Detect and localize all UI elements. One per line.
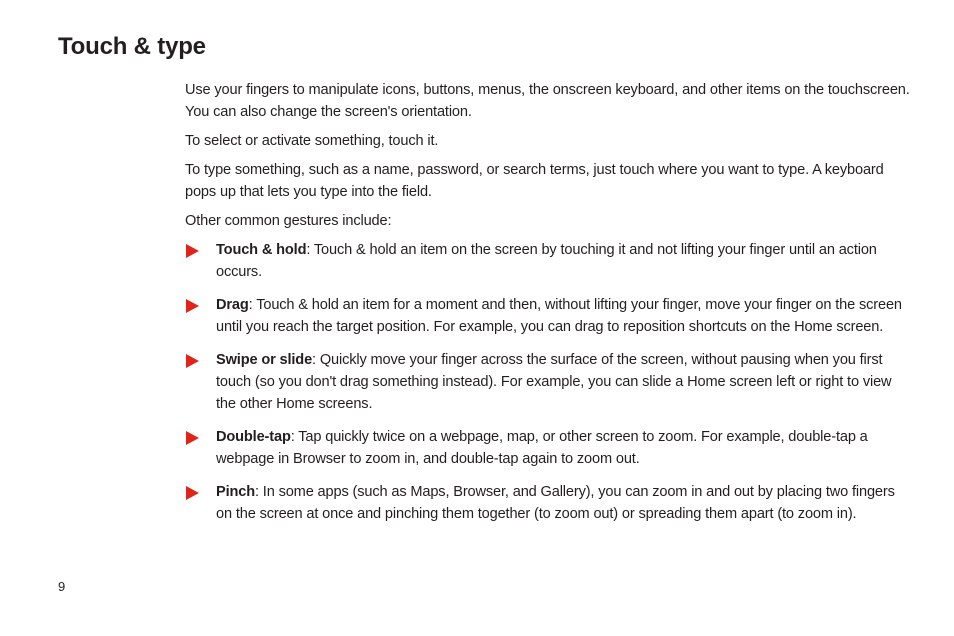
intro-paragraph-type: To type something, such as a name, password, or search terms, just touch where you want to type. A keyboard pops up that lets you type into the field. <box>185 162 884 200</box>
gesture-term: Pinch <box>216 484 255 500</box>
gesture-description: : Quickly move your finger across the surface of the screen, without pausing when you first touch (so you don't drag something instead). For example, you can slide a Home screen left or right to view the other Home screens. <box>216 352 892 412</box>
gesture-item-touch-hold <box>185 239 910 283</box>
gesture-item-pinch <box>185 481 910 525</box>
gesture-term: Drag <box>216 297 249 313</box>
gesture-term: Touch & hold <box>216 242 307 258</box>
intro-paragraph-orientation: Use your fingers to manipulate icons, buttons, menus, the onscreen keyboard, and other items on the touchscreen. You can also change the screen's orientation. <box>185 82 910 120</box>
intro-paragraph-select: To select or activate something, touch it. <box>185 133 439 149</box>
gesture-term: Double-tap <box>216 429 291 445</box>
triangle-bullet-icon <box>186 244 199 258</box>
gesture-description: : Touch & hold an item for a moment and then, without lifting your finger, move your finger on the screen until you reach the target position. For example, you can drag to reposition shortcuts on the Home screen. <box>216 297 902 335</box>
intro-paragraph-gestures: Other common gestures include: <box>185 213 392 229</box>
page-number: 9 <box>58 579 66 594</box>
gesture-item-double-tap <box>185 426 910 470</box>
triangle-bullet-icon <box>186 431 199 445</box>
gesture-item-swipe <box>185 349 910 415</box>
triangle-bullet-icon <box>186 486 199 500</box>
content-body <box>185 79 910 536</box>
triangle-bullet-icon <box>186 299 199 313</box>
gesture-description: : Tap quickly twice on a webpage, map, or other screen to zoom. For example, double-tap a webpage in Browser to zoom in, and double-tap again to zoom out. <box>216 429 868 467</box>
gesture-term: Swipe or slide <box>216 352 313 368</box>
triangle-bullet-icon <box>186 354 199 368</box>
page-title: Touch & type <box>58 33 206 60</box>
gesture-description: : In some apps (such as Maps, Browser, and Gallery), you can zoom in and out by placing two fingers on the screen at once and pinching them together (to zoom out) or spreading them apart (to zoom in). <box>216 484 895 522</box>
gesture-description: : Touch & hold an item on the screen by touching it and not lifting your finger until an action occurs. <box>216 242 877 280</box>
gesture-item-drag <box>185 294 910 338</box>
gesture-list <box>185 239 910 525</box>
